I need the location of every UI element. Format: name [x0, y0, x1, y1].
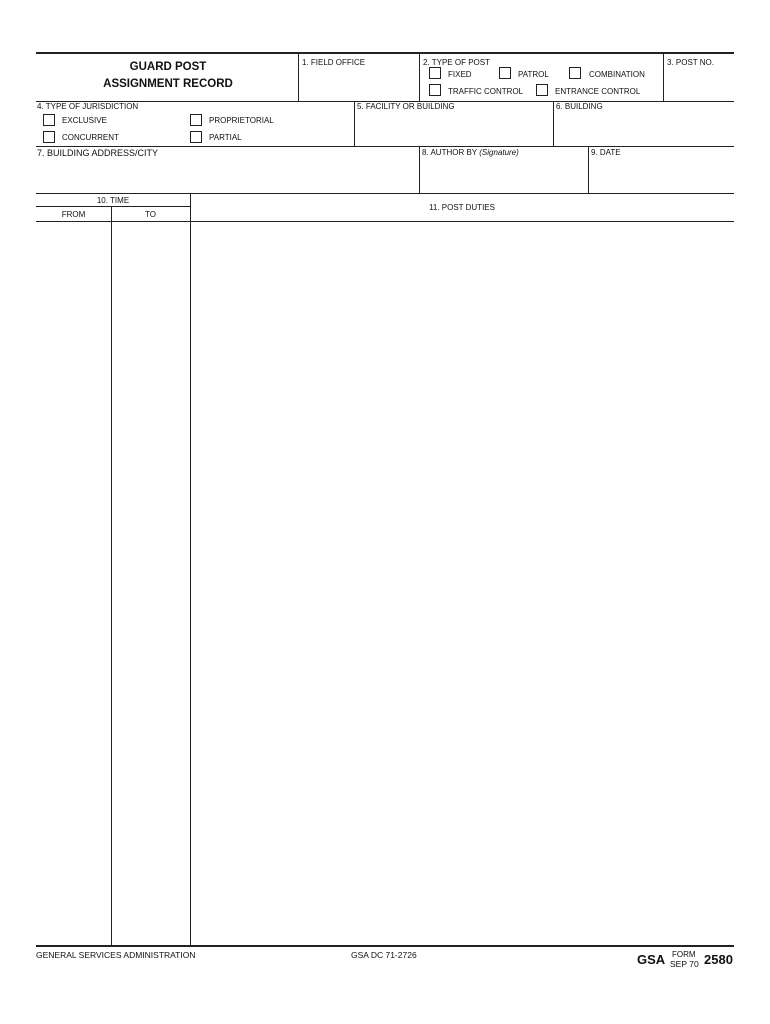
patrol-checkbox[interactable]: [499, 67, 511, 79]
combination-checkbox[interactable]: [569, 67, 581, 79]
divider-address-author: [419, 146, 420, 193]
from-column-area[interactable]: [37, 222, 110, 944]
post-duties-label: 11. POST DUTIES: [429, 203, 495, 212]
divider-author-date: [588, 146, 589, 193]
combination-label: COMBINATION: [589, 70, 645, 79]
divider-office-type: [419, 53, 420, 101]
author-signature-hint: (Signature): [479, 148, 519, 157]
exclusive-label: EXCLUSIVE: [62, 116, 107, 125]
patrol-label: PATROL: [518, 70, 549, 79]
partial-checkbox[interactable]: [190, 131, 202, 143]
row3-bottom-line: [36, 193, 734, 194]
form-bottom-border: [36, 945, 734, 947]
address-label: 7. BUILDING ADDRESS/CITY: [37, 148, 159, 158]
author-label: [422, 148, 519, 157]
time-header-line: [36, 206, 190, 207]
to-column-area[interactable]: [112, 222, 189, 944]
date-label: 9. DATE: [591, 148, 621, 157]
concurrent-label: CONCURRENT: [62, 133, 119, 142]
entrance-control-label: ENTRANCE CONTROL: [555, 87, 641, 96]
form-number: 2580: [704, 952, 733, 967]
divider-facility-building: [553, 101, 554, 146]
to-label: TO: [145, 210, 156, 219]
facility-label: 5. FACILITY OR BUILDING: [357, 102, 455, 111]
concurrent-checkbox[interactable]: [43, 131, 55, 143]
form-top-border: [36, 52, 734, 54]
exclusive-checkbox[interactable]: [43, 114, 55, 126]
traffic-control-label: TRAFFIC CONTROL: [448, 87, 524, 96]
field-office-label: 1. FIELD OFFICE: [302, 58, 366, 67]
row2-bottom-line: [36, 146, 734, 147]
post-duties-area[interactable]: [191, 222, 733, 944]
traffic-control-checkbox[interactable]: [429, 84, 441, 96]
author-label-text: 8. AUTHOR BY: [422, 148, 477, 157]
divider-type-postno: [663, 53, 664, 101]
fixed-label: FIXED: [448, 70, 472, 79]
time-label: 10. TIME: [96, 196, 130, 205]
agency-name: GENERAL SERVICES ADMINISTRATION: [36, 950, 196, 960]
proprietorial-label: PROPRIETORIAL: [209, 116, 274, 125]
proprietorial-checkbox[interactable]: [190, 114, 202, 126]
building-label: 6. BUILDING: [556, 102, 603, 111]
gsa-mark: GSA: [637, 952, 666, 967]
entrance-control-checkbox[interactable]: [536, 84, 548, 96]
from-label: FROM: [61, 210, 86, 219]
form-word: FORM: [672, 950, 696, 959]
post-no-label: 3. POST NO.: [667, 58, 714, 67]
form-edition: SEP 70: [670, 959, 699, 969]
fixed-checkbox[interactable]: [429, 67, 441, 79]
partial-label: PARTIAL: [209, 133, 242, 142]
form-title-line2: ASSIGNMENT RECORD: [103, 78, 233, 90]
type-of-post-label: 2. TYPE OF POST: [423, 58, 490, 67]
jurisdiction-label: 4. TYPE OF JURISDICTION: [37, 102, 139, 111]
divider-jurisdiction-facility: [354, 101, 355, 146]
form-code: GSA DC 71-2726: [351, 950, 417, 960]
form-title-line1: GUARD POST: [129, 61, 207, 73]
